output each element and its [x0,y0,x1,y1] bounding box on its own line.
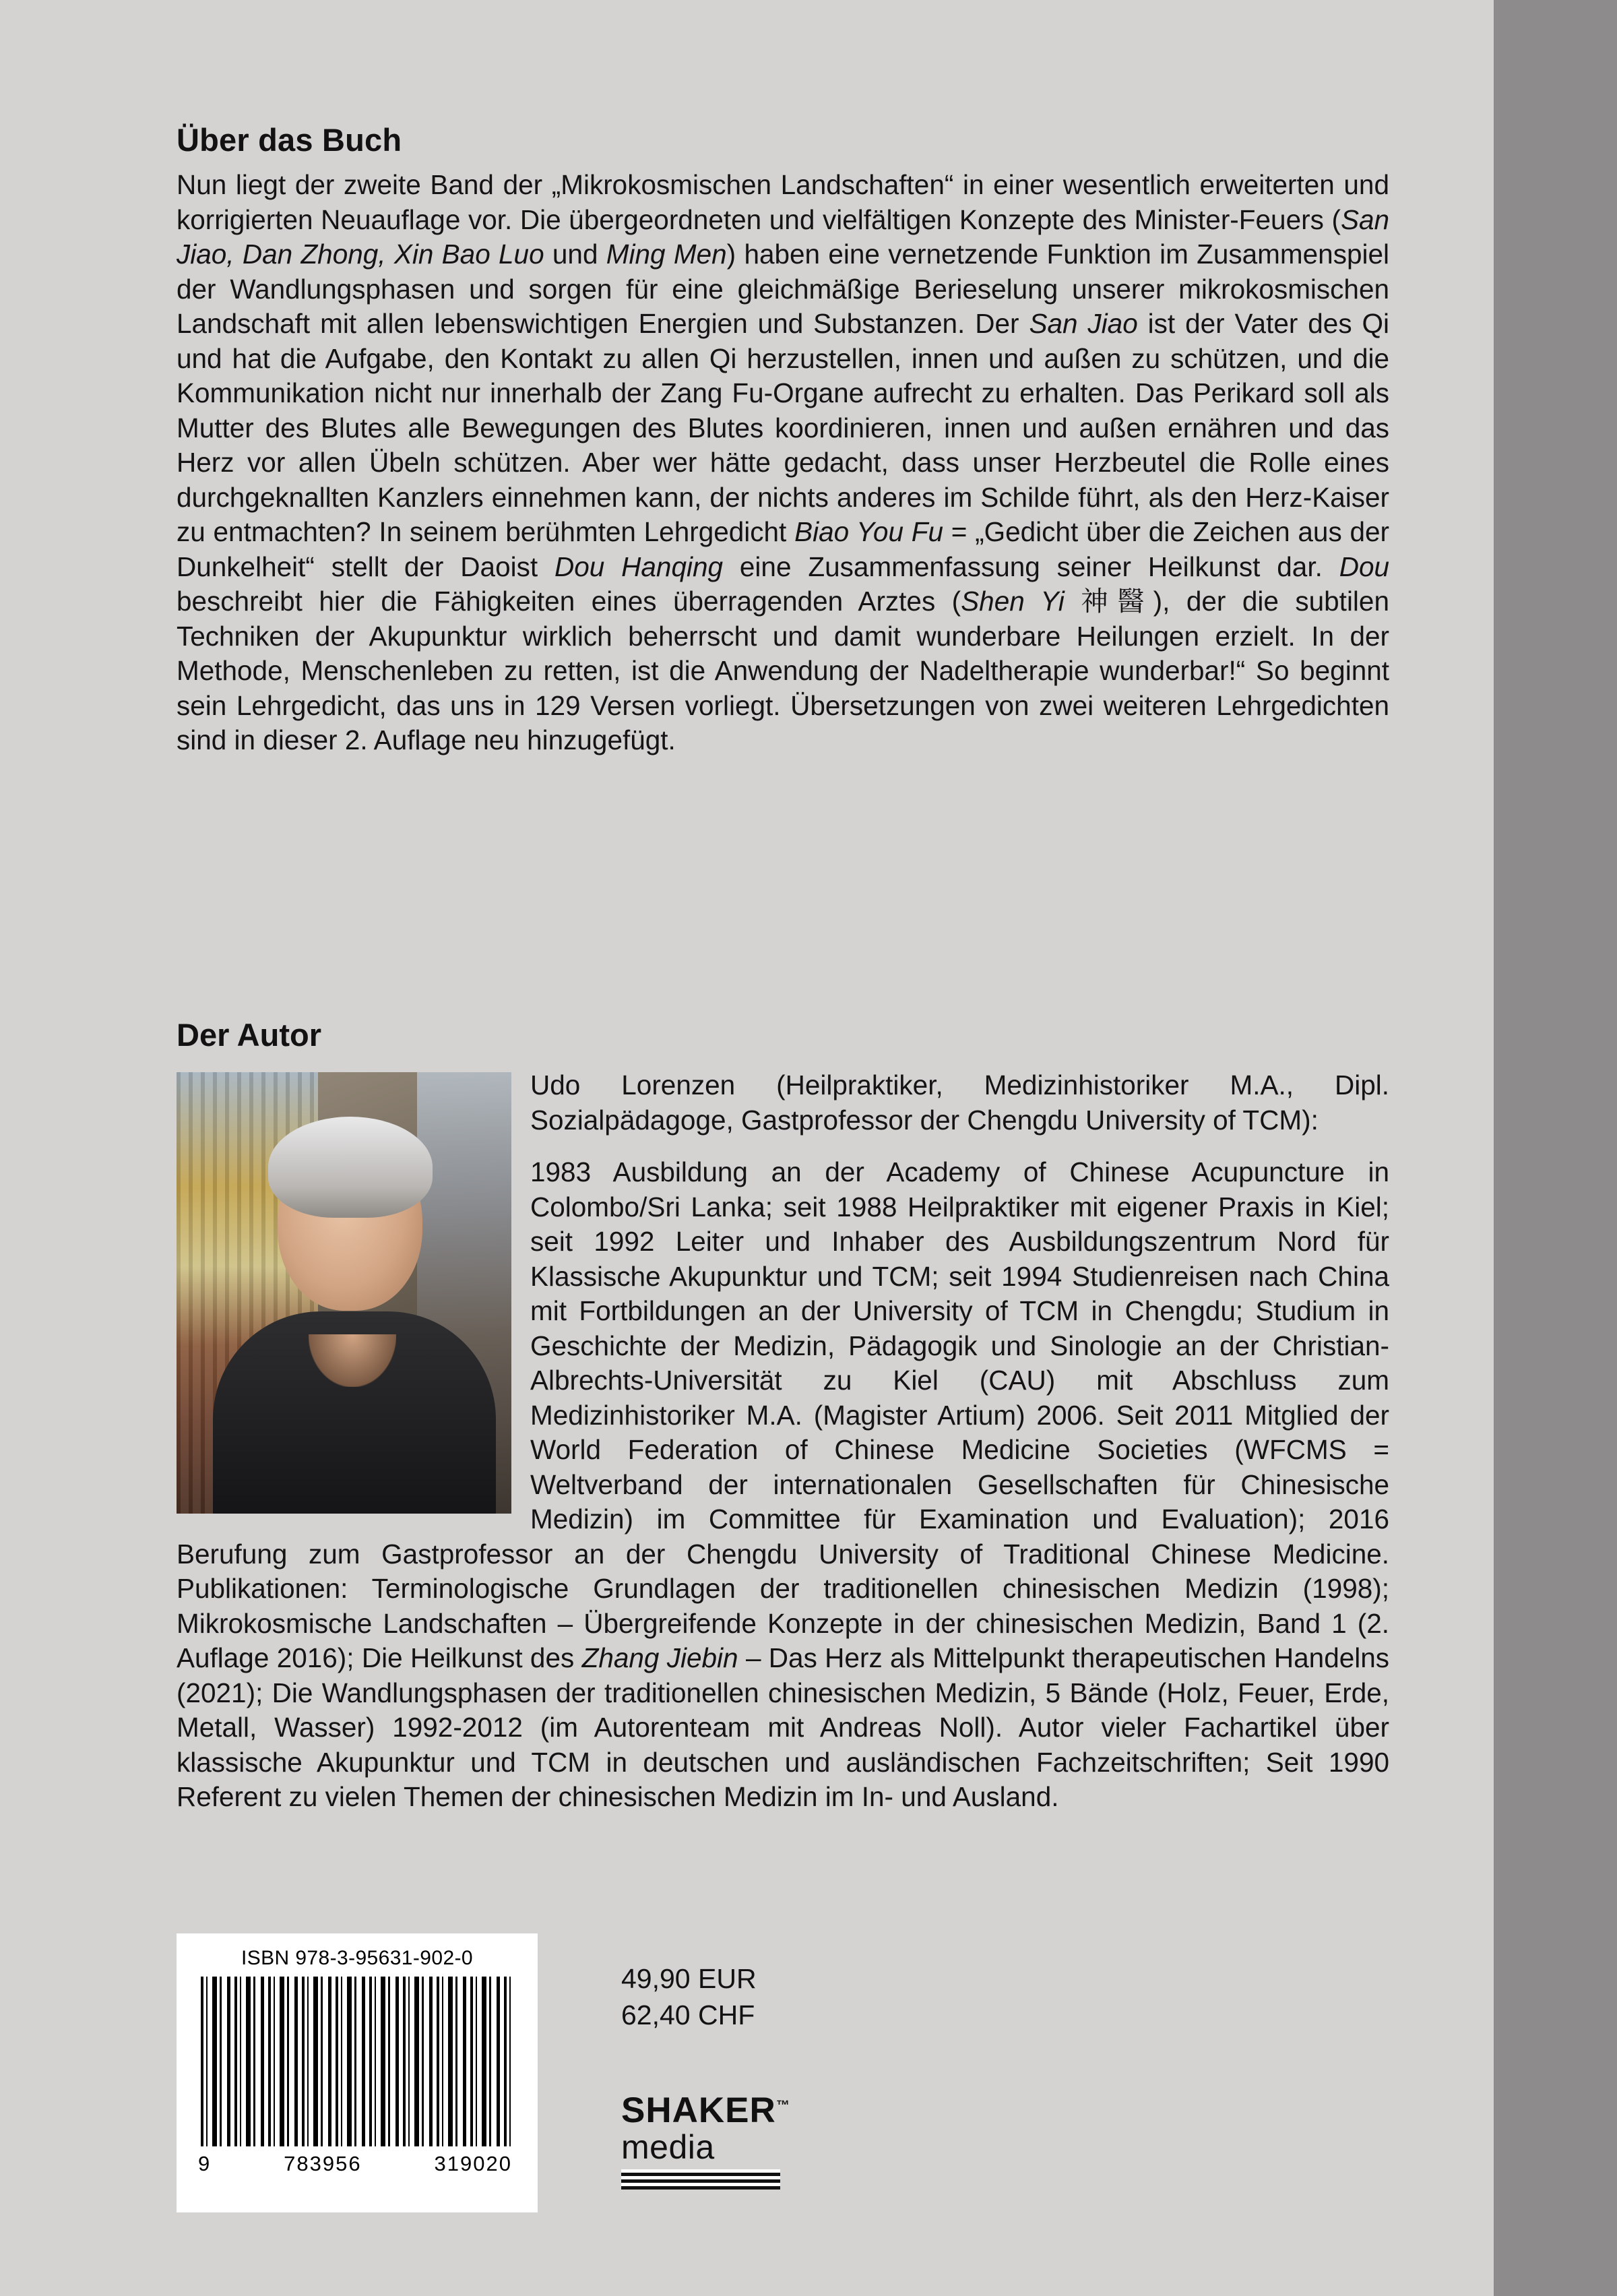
publisher-name [621,2092,790,2128]
price-chf: 62,40 CHF [621,1999,755,2031]
author-portrait-image [177,1072,511,1514]
barcode-digits [198,2152,512,2176]
author-biography: 1983 Ausbildung an der Academy of Chinese Acupuncture in Colombo/Sri Lanka; seit 1988 Heilpraktiker mit eigener Praxis in Kiel; seit 1992 Leiter und Inhaber des Ausbildungszentrum Nord für Klassische Akupunktur und TCM; seit 1994 Studienreisen nach China mit Fortbildungen an der University of TCM in Chengdu; Studium in Geschichte der Medizin, Pädagogik und Sinologie an der Christian-Albrechts-Universität zu Kiel (CAU) mit Abschluss zum Medizinhistoriker M.A. (Magister Artium) 2006. Seit 2011 Mitglied der World Federation of Chinese Medicine Societies (WFCMS = Weltverband der internationalen Gesellschaften für Chinesische Medizin) im Committee für Examination und Evaluation); 2016 Berufung zum Gastprofessor an der Chengdu University of Traditional Chinese Medicine. Publikationen: Terminologische Grundlagen der traditionellen chinesischen Medizin (1998); Mikrokosmische Landschaften – Übergreifende Konzepte in der chinesischen Medizin, Band 1 (2. Auflage 2016); Die Heilkunst des Zhang Jiebin – Das Herz als Mittelpunkt therapeutischen Handelns (2021); Die Wandlungsphasen der traditionellen chinesischen Medizin, 5 Bände (Holz, Feuer, Erde, Metall, Wasser) 1992-2012 (im Autorenteam mit Andreas Noll). Autor vieler Fachartikel über klassische Akupunktur und TCM in deutschen und ausländischen Fachzeitschriften; Seit 1990 Referent zu vielen Themen der chinesischen Medizin im In- und Ausland. [177,1156,1390,1813]
spine-strip [1494,0,1617,2296]
barcode-digit-left: 9 [198,2152,212,2175]
author-intro: Udo Lorenzen (Heilpraktiker, Medizinhistoriker M.A., Dipl. Sozialpädagoge, Gastprofessor der Chengdu University of TCM): [530,1069,1389,1136]
price-eur: 49,90 EUR [621,1963,757,1994]
author-heading: Der Autor [177,1017,321,1053]
publisher-logo-bars-icon [621,2169,780,2190]
barcode-bars [201,1977,513,2146]
publisher-name-text: SHAKER [621,2090,776,2130]
publisher-subname: media [621,2128,715,2166]
barcode-digit-group-2: 319020 [434,2152,512,2175]
portrait-neck [309,1334,396,1387]
barcode-digit-group-1: 783956 [284,2152,362,2175]
portrait-hair [268,1117,433,1218]
author-section [177,1016,1389,1815]
isbn-number: ISBN 978-3-95631-902-0 [241,1947,473,1969]
trademark-icon: ™ [775,2098,790,2113]
price-block [621,1960,757,2033]
about-the-book-section [177,121,1389,758]
isbn-barcode [177,1933,538,2212]
publisher-logo [621,2092,790,2190]
about-paragraph: Nun liegt der zweite Band der „Mikrokosmischen Landschaften“ in einer wesentlich erweiterten und korrigierten Neuauflage vor. Die übergeordneten und vielfältigen Konzepte des Minister-Feuers (San Jiao, Dan Zhong, Xin Bao Luo und Ming Men) haben eine vernetzende Funktion im Zusammenspiel der Wandlungsphasen und sorgen für eine gleichmäßige Berieselung unserer mikrokosmischen Landschaft mit allen lebenswichtigen Energien und Substanzen. Der San Jiao ist der Vater des Qi und hat die Aufgabe, den Kontakt zu allen Qi herzustellen, innen und außen zu schützen, und die Kommunikation nicht nur innerhalb der Zang Fu-Organe aufrecht zu erhalten. Das Perikard soll als Mutter des Blutes alle Bewegungen des Blutes koordinieren, innen und außen ernähren und das Herz vor allen Übeln schützen. Aber wer hätte gedacht, dass unser Herzbeutel die Rolle eines durchgeknallten Kanzlers einnehmen kann, der nichts anderes im Schilde führt, als den Herz-Kaiser zu entmachten? In seinem berühmten Lehrgedicht Biao You Fu = „Gedicht über die Zeichen aus der Dunkelheit“ stellt der Daoist Dou Hanqing eine Zusammenfassung seiner Heilkunst dar. Dou beschreibt hier die Fähigkeiten eines überragenden Arztes (Shen Yi 神醫), der die subtilen Techniken der Akupunktur wirklich beherrscht und damit wunderbare Heilungen erzielt. In der Methode, Menschenleben zu retten, ist die Anwendung der Nadeltherapie wunderbar!“ So beginnt sein Lehrgedicht, das uns in 129 Versen vorliegt. Übersetzungen von zwei weiteren Lehrgedichten sind in dieser 2. Auflage neu hinzugefügt. [177,169,1390,756]
cover-footer [177,1933,1457,2216]
about-heading: Über das Buch [177,122,402,158]
